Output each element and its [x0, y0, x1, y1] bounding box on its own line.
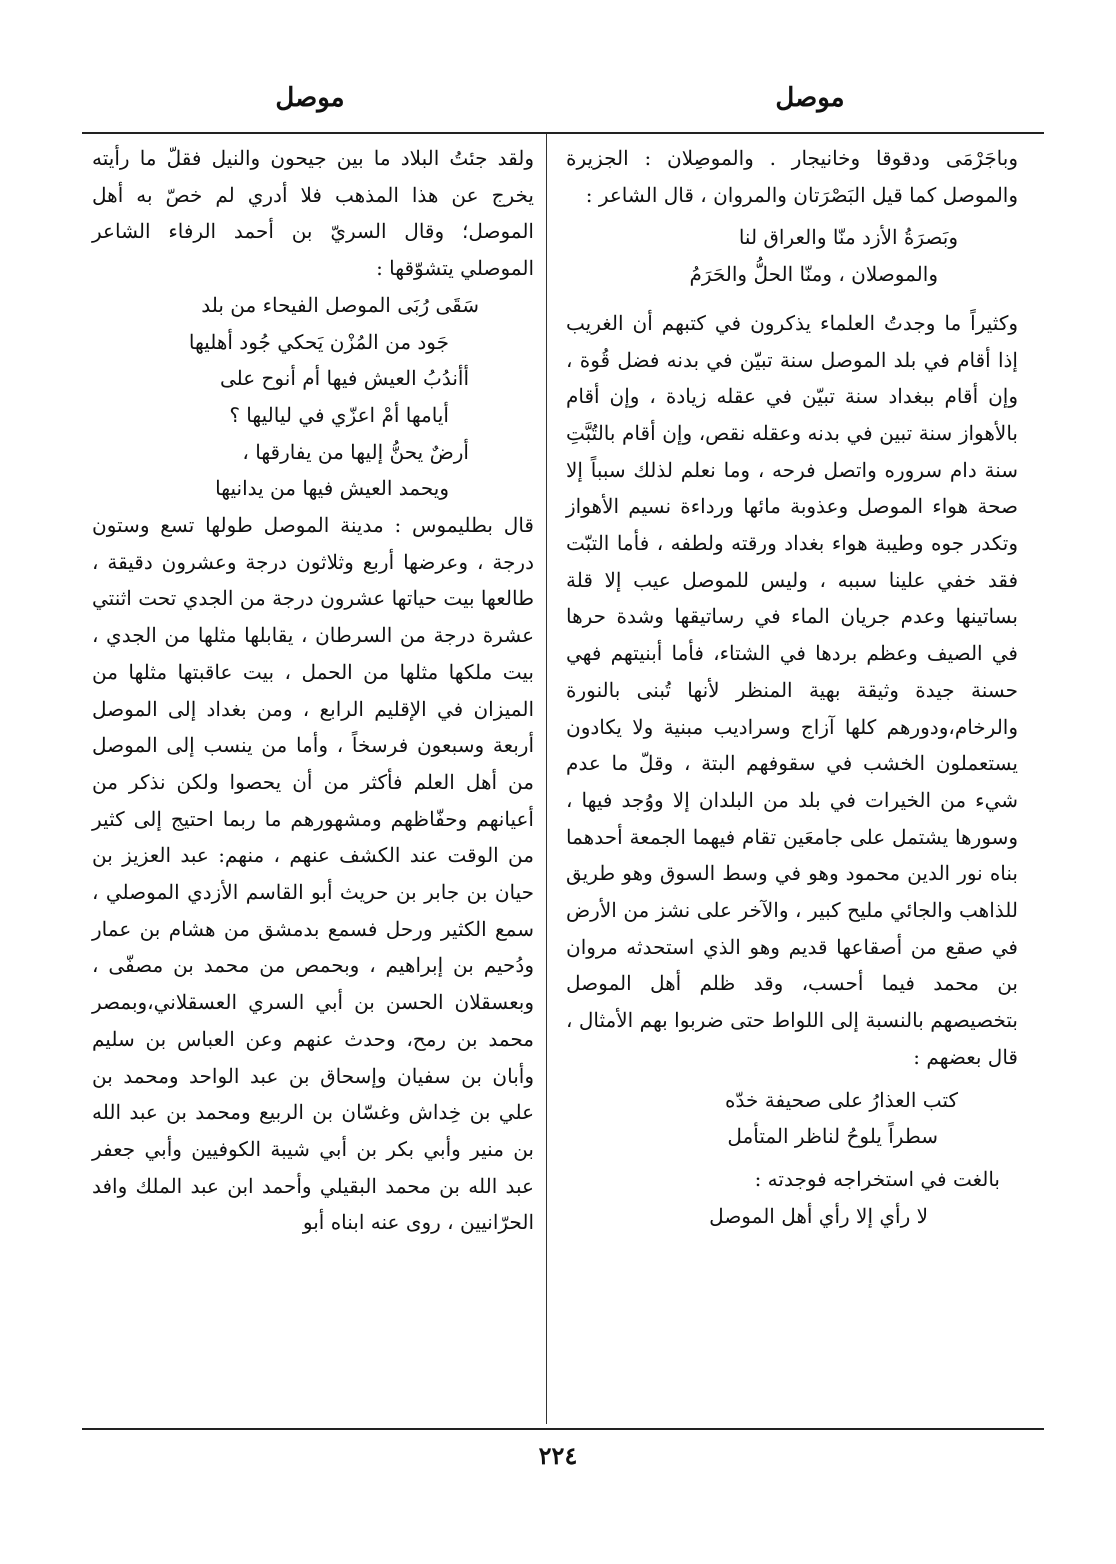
right-verse-2: [566, 1082, 1018, 1155]
left-column: [92, 140, 534, 1241]
top-rule: [82, 132, 1044, 134]
verse-line: بالغت في استخراجه فوجدته :: [754, 1166, 1000, 1191]
bottom-rule: [82, 1428, 1044, 1430]
right-paragraph-1: وباجَرْمَى ودقوقا وخانيجار . والموصِلان : الجزيرة والموصل كما قيل البَصْرَتان والمروان ، قال الشاعر :: [566, 146, 1018, 207]
verse-line: كتب العذارُ على صحيفة خدّه: [725, 1087, 958, 1112]
right-verse-1: [566, 219, 1018, 292]
verse-line: والموصلان ، ومنّا الحلُّ والحَرَمُ: [689, 262, 938, 287]
column-divider: [546, 134, 547, 1424]
verse-line: أيامها أمْ اعزّي في لياليها ؟: [229, 402, 449, 427]
right-column: [566, 140, 1018, 1234]
verse-line: سَقَى رُبَى الموصل الفيحاء من بلد: [201, 292, 479, 317]
verse-line: ويحمد العيش فيها من يدانيها: [215, 476, 449, 501]
verse-line: أأندُبُ العيش فيها أم أنوح على: [219, 366, 469, 391]
verse-line: وبَصرَةُ الأزد منّا والعراق لنا: [738, 225, 958, 250]
verse-line: لا رأي إلا رأي أهل الموصل: [709, 1203, 928, 1228]
right-verse-3: [566, 1161, 1018, 1234]
right-paragraph-2: وكثيراً ما وجدتُ العلماء يذكرون في كتبهم أن الغريب إذا أقام في بلد الموصل سنة تبيّن في بدنه فضل قُوة ، وإن أقام ببغداد سنة تبيّن في عقله زيادة ، وإن أقام بالأهواز سنة تبين في بدنه وعقله نقص، وإن أقام بالتُبَّتِ سنة دام سروره واتصل فرحه ، وما نعلم لذلك سبباً إلا صحة هواء الموصل وعذوبة مائها ورداءة نسيم الأهواز وتكدر جوه وطيبة هواء بغداد ورقته ولطفه ، فأما التبّت فقد خفي علينا سببه ، وليس للموصل عيب إلا قلة بساتينها وعدم جريان الماء في رساتيقها وشدة حرها في الصيف وعظم بردها في الشتاء، فأما أبنيتهم فهي حسنة جيدة وثيقة بهية المنظر لأنها تُبنى بالنورة والرخام،ودورهم كلها آزاج وسراديب مبنية ولا يكادون يستعملون الخشب في سقوفهم البتة ، وقلّ ما عدم شيء من الخيرات في بلد من البلدان إلا ووُجد فيها ، وسورها يشتمل على جامعَين تقام فيهما الجمعة أحدهما بناه نور الدين محمود وهو في وسط السوق وهو طريق للذاهب والجائي مليح كبير ، والآخر على نشز من الأرض في صقع من أصقاعها قديم وهو الذي استحدثه مروان بن محمد فيما أحسب، وقد ظلم أهل الموصل بتخصيصهم بالنسبة إلى اللواط حتى ضربوا بهم الأمثال ، قال بعضهم :: [566, 310, 1019, 1069]
verse-line: أرضٌ يحنُّ إليها من يفارقها ،: [242, 439, 469, 464]
verse-line: جَود من المُزْن يَحكي جُود أهليها: [188, 329, 449, 354]
verse-line: سطراً يلوحُ لناظر المتأمل: [727, 1124, 938, 1149]
right-column-header: موصل: [775, 83, 845, 113]
left-paragraph-2: قال بطليموس : مدينة الموصل طولها تسع وستون درجة ، وعرضها أربع وثلاثون درجة وعشرون دقيقة ، طالعها بيت حياتها عشرون درجة من الجدي تحت اثنتي عشرة درجة من السرطان ، يقابلها مثلها من الجدي ، بيت ملكها مثلها من الحمل ، بيت عاقبتها مثلها من الميزان في الإقليم الرابع ، ومن بغداد إلى الموصل أربعة وسبعون فرسخاً ، وأما من ينسب إلى الموصل من أهل العلم فأكثر من أن يحصوا ولكن نذكر من أعيانهم وحفّاظهم ومشهورهم ما ربما احتيج إلى كثير من الوقت عند الكشف عنهم ، منهم: عبد العزيز بن حيان بن جابر بن حريث أبو القاسم الأزدي الموصلي ، سمع الكثير ورحل فسمع بدمشق من هشام بن عمار ودُحيم بن إبراهيم ، وبحمص من محمد بن مصفّى ، وبعسقلان الحسن بن أبي السري العسقلاني،وبمصر محمد بن رمح، وحدث عنهم وعن العباس بن سليم وأبان بن سفيان وإسحاق بن عبد الواحد ومحمد بن علي بن خِداش وغسّان بن الربيع ومحمد بن عبد الله بن منير وأبي بكر بن أبي شيبة الكوفيين وأبي جعفر عبد الله بن محمد البقيلي وأحمد ابن عبد الملك وافد الحرّانيين ، روى عنه ابناه أبو: [92, 513, 534, 1235]
left-verse-1: [92, 287, 534, 507]
left-paragraph-1: ولقد جئتُ البلاد ما بين جيحون والنيل فقلّ ما رأيته يخرج عن هذا المذهب فلا أدري لم خصّ به أهل الموصل؛ وقال السريّ بن أحمد الرفاء الشاعر الموصلي يتشوّقها :: [92, 146, 534, 281]
left-column-header: موصل: [275, 83, 345, 113]
page-number: ٢٢٤: [538, 1441, 578, 1470]
